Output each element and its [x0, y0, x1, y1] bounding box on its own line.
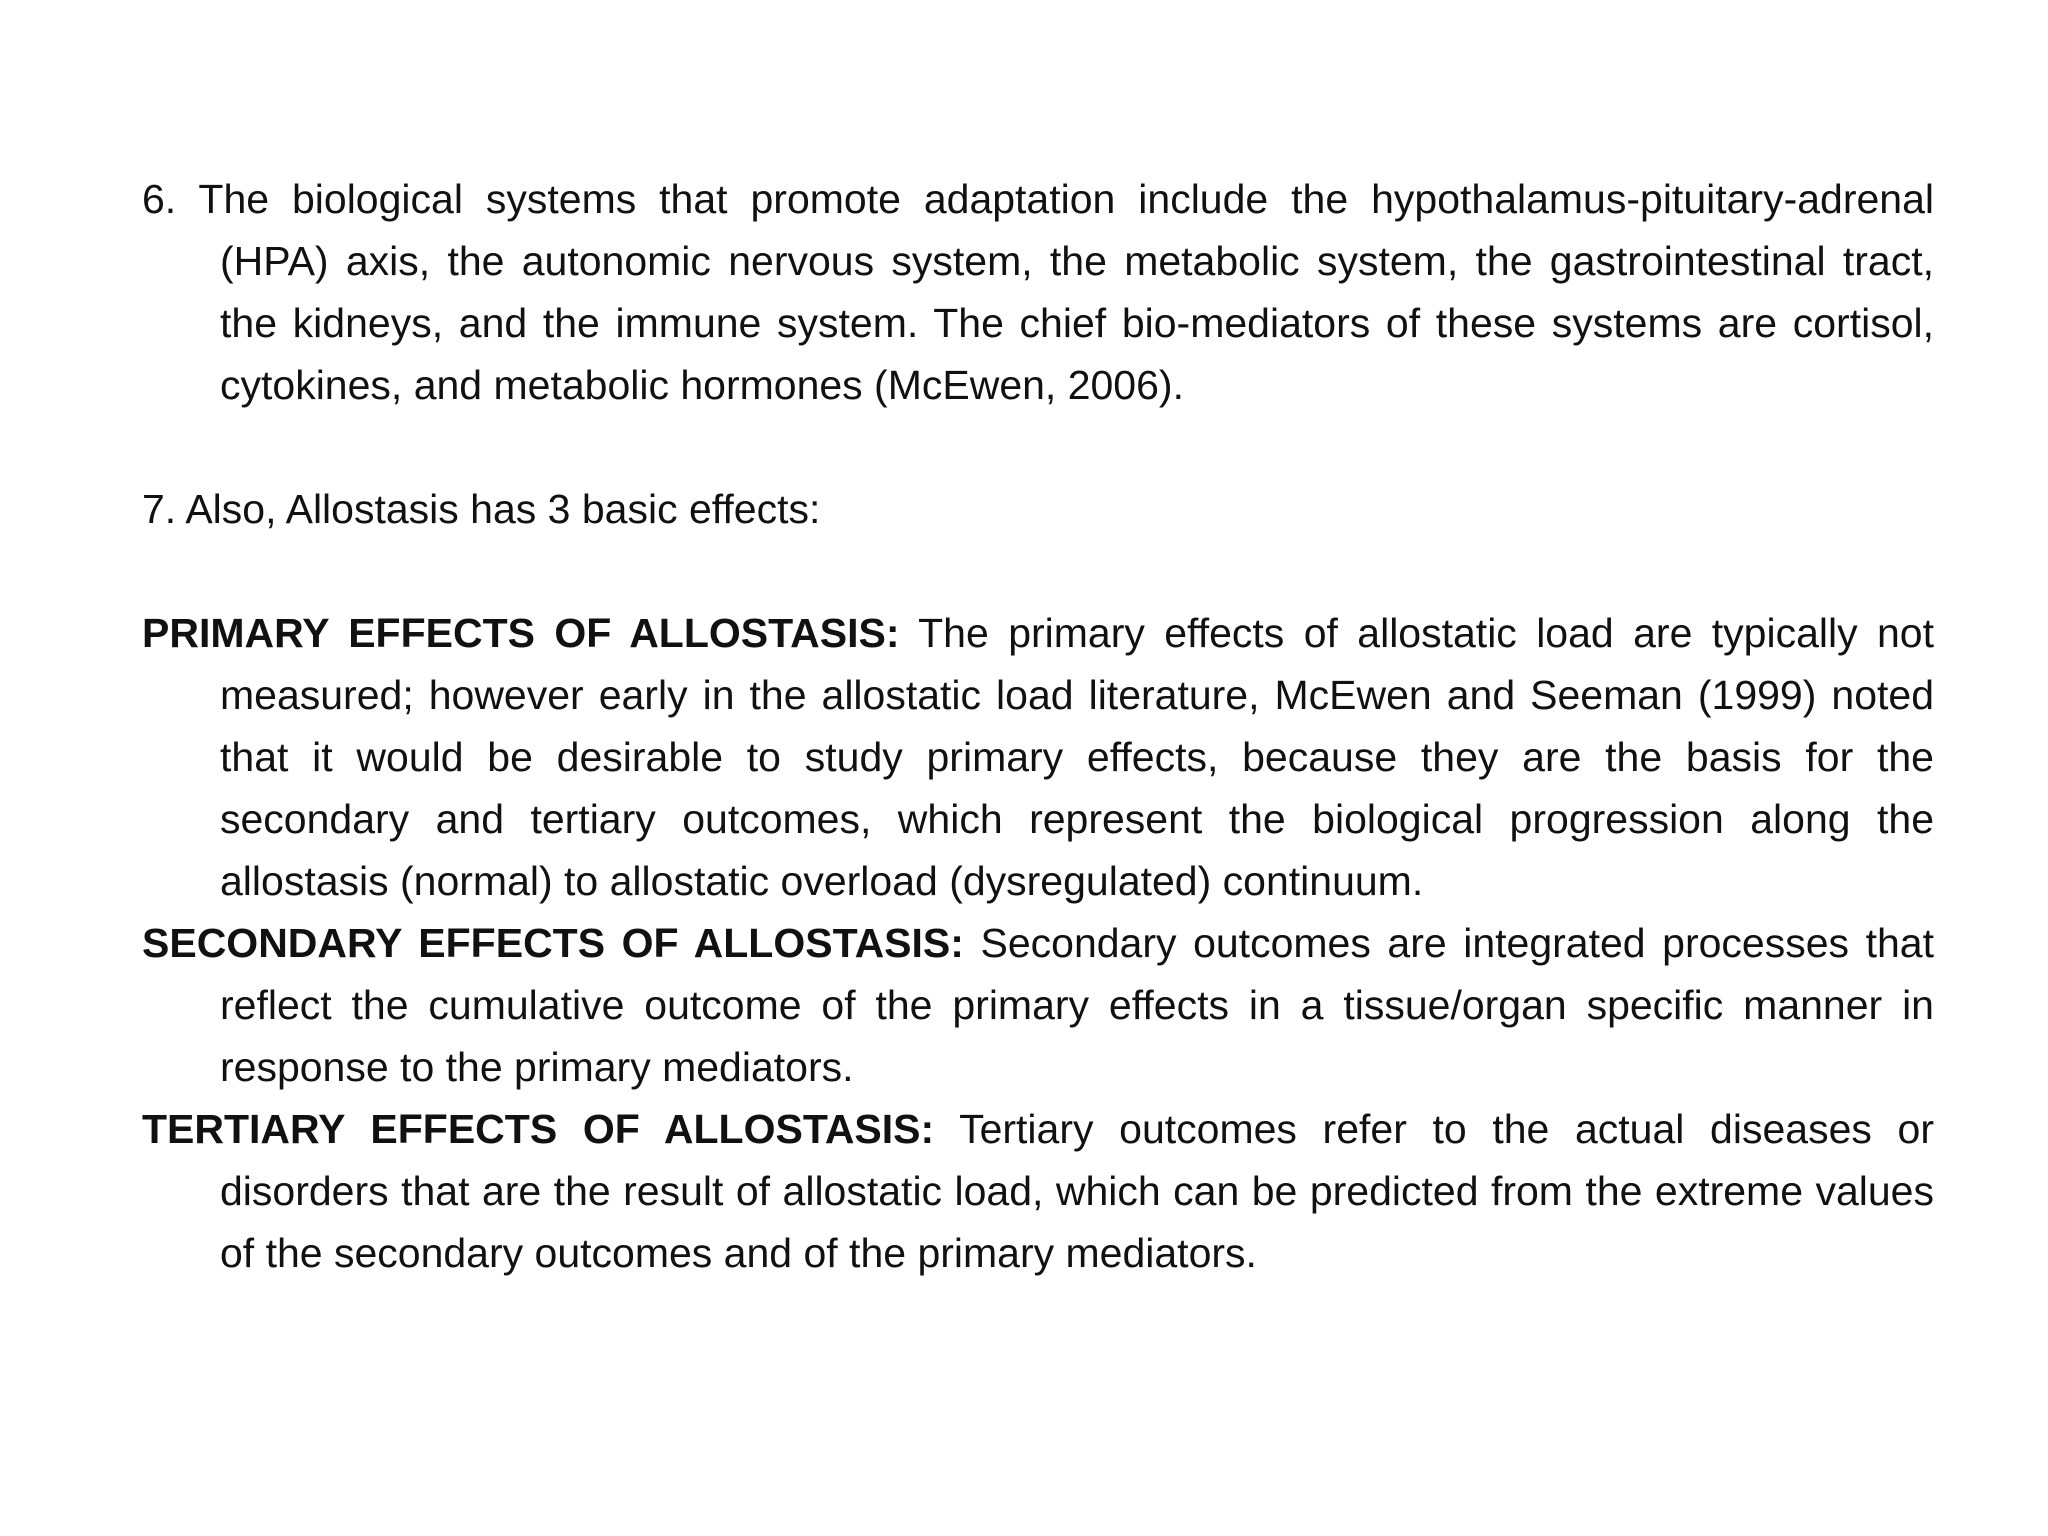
primary-effects-body: The primary effects of allostatic load are typically not measured; however early in the allostatic load literature, McEwen and Seeman (1999) noted that it would be desirable to study primary effects, because they are the basis for the secondary and tertiary outcomes, which represent the biological progression along the allostasis (normal) to allostatic overload (dysregulated) continuum.	[220, 610, 1934, 904]
primary-effects-paragraph	[142, 602, 1934, 912]
slide-content	[142, 168, 1934, 1284]
tertiary-effects-heading: TERTIARY EFFECTS OF ALLOSTASIS:	[142, 1106, 935, 1152]
primary-effects-heading: PRIMARY EFFECTS OF ALLOSTASIS:	[142, 610, 900, 656]
spacer	[142, 416, 1934, 478]
item-7-paragraph: 7. Also, Allostasis has 3 basic effects:	[142, 486, 821, 532]
tertiary-effects-paragraph	[142, 1098, 1934, 1284]
secondary-effects-heading: SECONDARY EFFECTS OF ALLOSTASIS:	[142, 920, 964, 966]
secondary-effects-body: Secondary outcomes are integrated processes that reflect the cumulative outcome of the primary effects in a tissue/organ specific manner in response to the primary mediators.	[220, 920, 1934, 1090]
item-6-paragraph: 6. The biological systems that promote adaptation include the hypothalamus-pituitary-adrenal (HPA) axis, the autonomic nervous system, the metabolic system, the gastrointestinal tract, the kidneys, and the immune system. The chief bio-mediators of these systems are cortisol, cytokines, and metabolic hormones (McEwen, 2006).	[142, 176, 1934, 408]
secondary-effects-paragraph	[142, 912, 1934, 1098]
tertiary-effects-body: Tertiary outcomes refer to the actual diseases or disorders that are the result of allostatic load, which can be predicted from the extreme values of the secondary outcomes and of the primary mediators.	[220, 1106, 1934, 1276]
spacer	[142, 540, 1934, 602]
